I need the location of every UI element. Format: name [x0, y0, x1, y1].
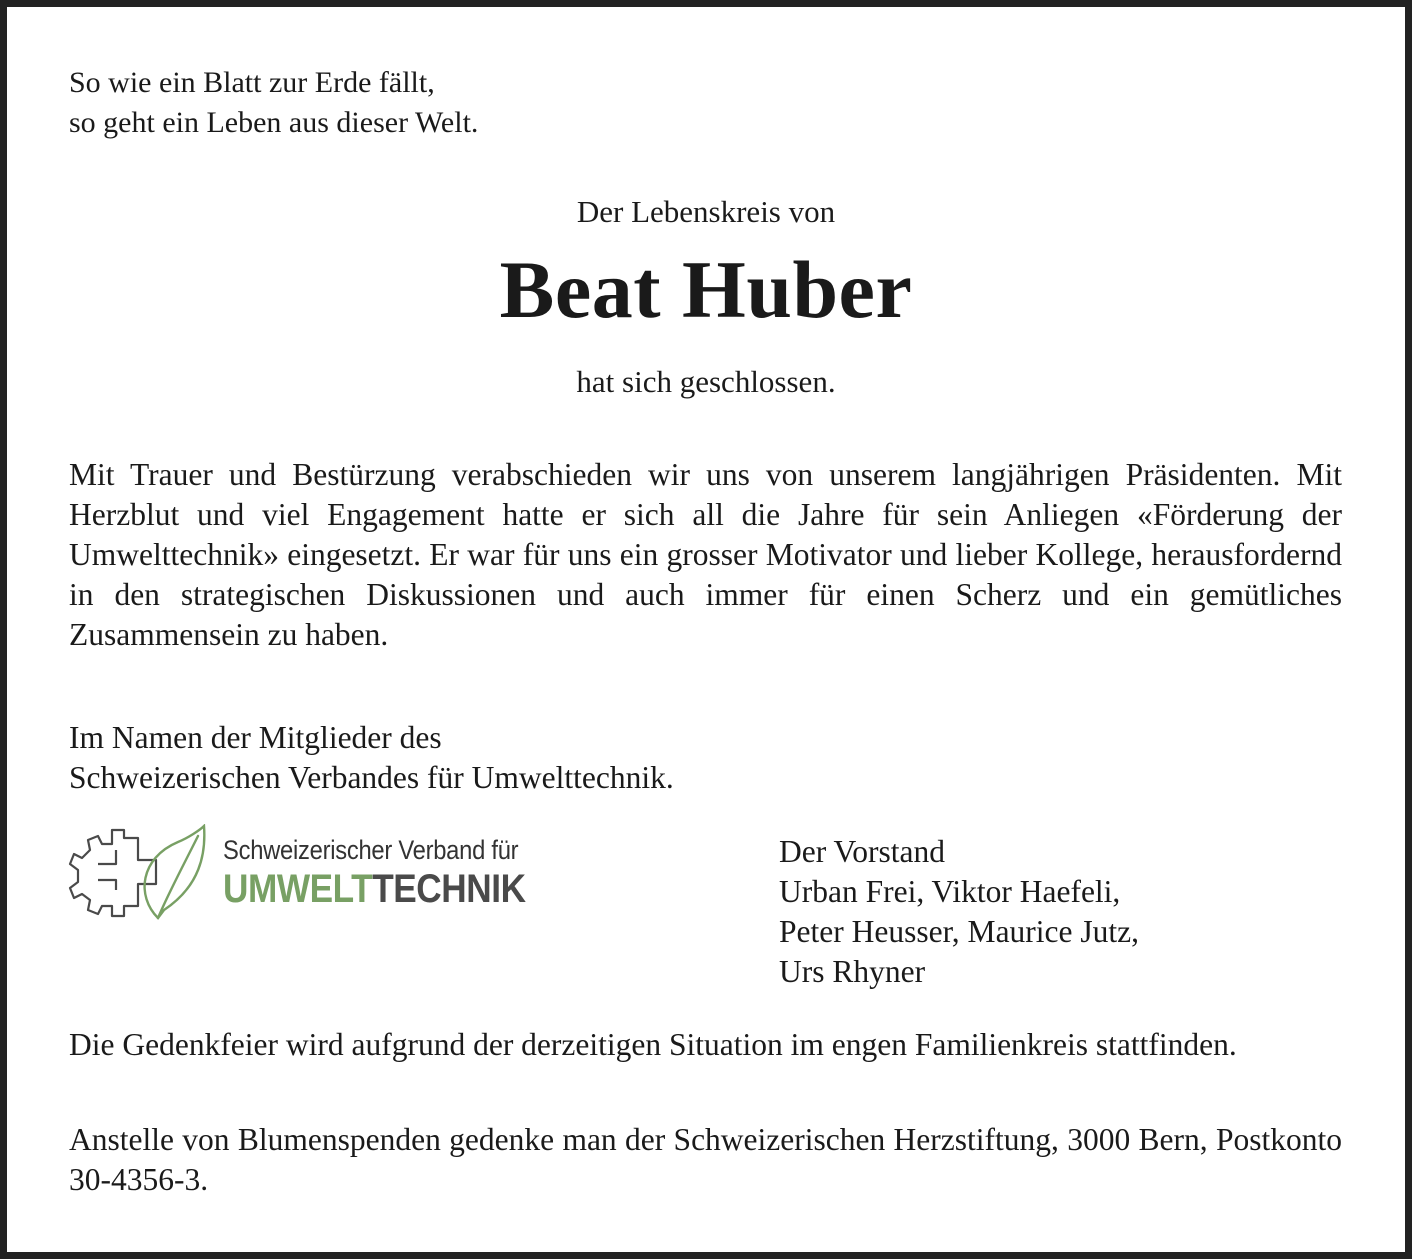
board-line-1: Urban Frei, Viktor Haefeli,	[779, 874, 1121, 909]
logo-word-technik: TECHNIK	[372, 867, 526, 911]
signature	[69, 718, 674, 798]
signature-line-1: Im Namen der Mitglieder des	[69, 720, 442, 755]
deceased-name: Beat Huber	[499, 244, 913, 335]
poem-line-2: so geht ein Leben aus dieser Welt.	[69, 106, 479, 139]
poem	[69, 63, 478, 143]
closing-text: hat sich geschlossen.	[576, 364, 836, 399]
logo-association-name: Schweizerischer Verband für	[223, 835, 519, 865]
signature-line-2: Schweizerischen Verbandes für Umwelttechnik.	[69, 760, 674, 795]
board-line-3: Urs Rhyner	[779, 954, 926, 989]
poem-line-1: So wie ein Blatt zur Erde fällt,	[69, 66, 435, 99]
logo-word-umwelt: UMWELT	[223, 867, 373, 911]
board-line-2: Peter Heusser, Maurice Jutz,	[779, 914, 1139, 949]
logo-wordmark	[223, 867, 526, 911]
association-logo	[68, 824, 568, 926]
board-title: Der Vorstand	[779, 834, 945, 869]
memorial-notice: Die Gedenkfeier wird aufgrund der derzeitigen Situation im engen Familienkreis stattfinden.	[69, 1027, 1237, 1062]
tribute-paragraph: Mit Trauer und Bestürzung verabschieden wir uns von unserem langjährigen Präsidenten. Mit Herzblut und viel Engagement hatte er sich all die Jahre für sein Anliegen «Förderung der Umwelttechnik» eingesetzt. Er war für uns ein grosser Motivator und lieber Kollege, herausfordernd in den strategischen Diskussionen und auch immer für einen Scherz und ein gemütliches Zusammensein zu haben.	[69, 457, 1342, 652]
intro-text: Der Lebenskreis von	[576, 194, 836, 229]
donation-notice: Anstelle von Blumenspenden gedenke man der Schweizerischen Herzstiftung, 3000 Bern, Postkonto 30-4356-3.	[69, 1122, 1342, 1197]
board-members	[779, 832, 1139, 992]
gear-leaf-icon	[68, 824, 218, 926]
